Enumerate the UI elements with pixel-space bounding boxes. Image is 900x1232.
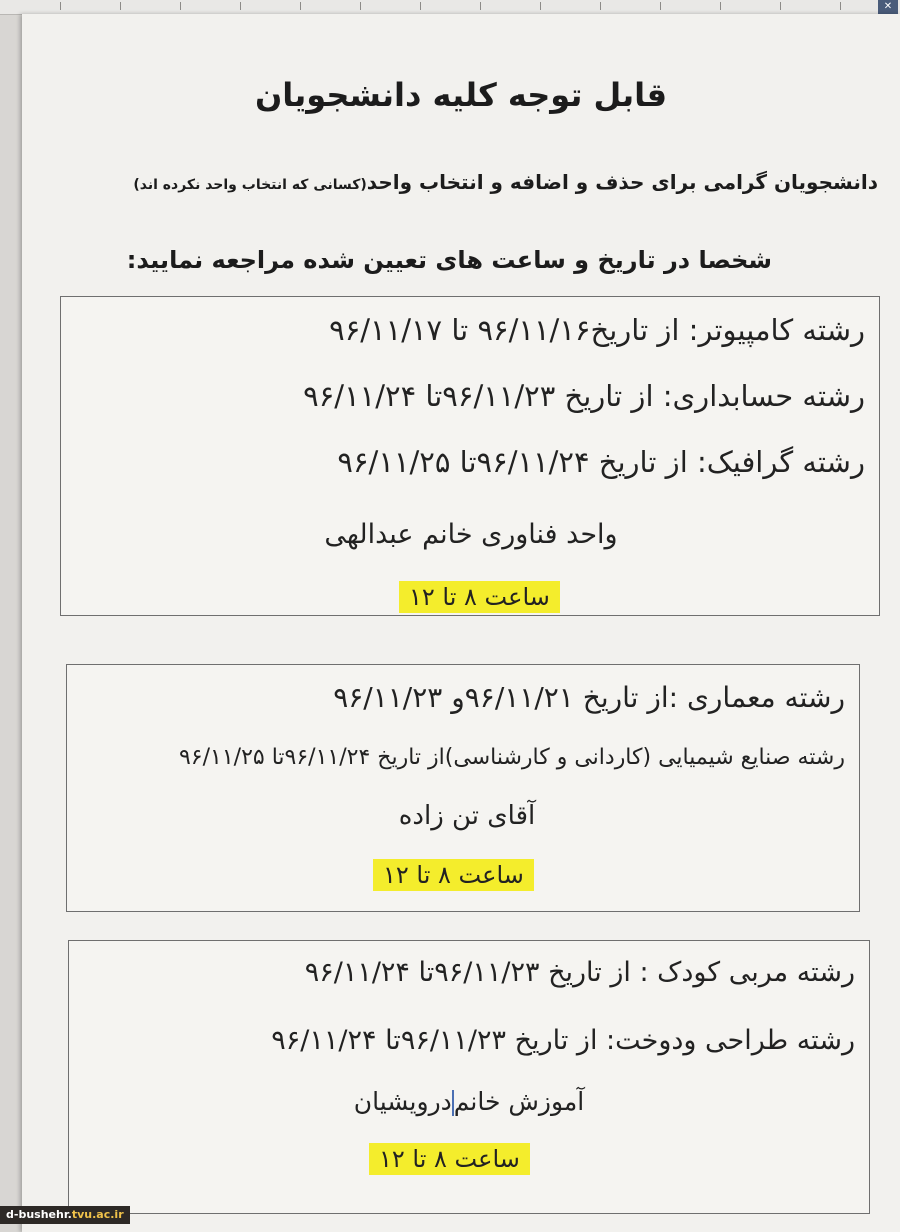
contact-person: واحد فناوری خانم عبدالهی — [324, 519, 618, 550]
contact-name: درویشیان — [353, 1087, 452, 1116]
ruler-tick — [60, 2, 61, 10]
office-hours: ساعت ۸ تا ۱۲ — [399, 581, 560, 613]
watermark-prefix: d-bushehr. — [6, 1208, 72, 1221]
page-title: قابل توجه کلیه دانشجویان — [254, 76, 668, 114]
schedule-line: رشته معماری :از تاریخ ۹۶/۱۱/۲۱و ۹۶/۱۱/۲۳ — [333, 681, 845, 714]
watermark-accent: tvu.ac.ir — [71, 1208, 124, 1221]
schedule-line: رشته حسابداری: از تاریخ ۹۶/۱۱/۲۳تا ۹۶/۱۱/۲۴ — [303, 379, 865, 413]
schedule-line: رشته مربی کودک : از تاریخ ۹۶/۱۱/۲۳تا ۹۶/۱۱/۲۴ — [304, 957, 855, 988]
office-hours: ساعت ۸ تا ۱۲ — [369, 1143, 530, 1175]
contact-title: آموزش خانم — [453, 1087, 585, 1116]
intro-line-2: شخصا در تاریخ و ساعت های تعیین شده مراجعه نمایید: — [126, 246, 772, 274]
ruler-tick — [120, 2, 121, 10]
ruler-tick — [480, 2, 481, 10]
ruler-tick — [240, 2, 241, 10]
schedule-line: رشته طراحی ودوخت: از تاریخ ۹۶/۱۱/۲۳تا ۹۶/۱۱/۲۴ — [271, 1025, 855, 1056]
schedule-line: رشته گرافیک: از تاریخ ۹۶/۱۱/۲۴تا ۹۶/۱۱/۲۵ — [337, 445, 865, 479]
ruler-tick — [720, 2, 721, 10]
ruler-tick — [180, 2, 181, 10]
site-watermark — [0, 1206, 130, 1224]
contact-person: آقای تن زاده — [398, 801, 536, 831]
office-hours: ساعت ۸ تا ۱۲ — [373, 859, 534, 891]
ruler-tick — [420, 2, 421, 10]
close-icon[interactable]: ✕ — [878, 0, 898, 14]
intro-text: دانشجویان گرامی برای حذف و اضافه و انتخاب واحد — [366, 170, 878, 194]
ruler-tick — [300, 2, 301, 10]
ruler-tick — [540, 2, 541, 10]
document-page[interactable] — [22, 14, 900, 1232]
schedule-line: رشته صنایع شیمیایی (کاردانی و کارشناسی)از تاریخ ۹۶/۱۱/۲۴تا ۹۶/۱۱/۲۵ — [178, 745, 845, 770]
ruler-tick — [360, 2, 361, 10]
ruler-tick — [660, 2, 661, 10]
schedule-box-1 — [60, 296, 880, 616]
schedule-box-3 — [68, 940, 870, 1214]
schedule-box-2 — [66, 664, 860, 912]
ruler — [0, 0, 900, 15]
intro-note: (کسانی که انتخاب واحد نکرده اند) — [133, 177, 367, 193]
ruler-tick — [600, 2, 601, 10]
intro-line-1 — [62, 170, 878, 194]
ruler-tick — [780, 2, 781, 10]
schedule-line: رشته کامپیوتر: از تاریخ۹۶/۱۱/۱۶ تا ۹۶/۱۱/۱۷ — [329, 313, 865, 347]
ruler-tick — [840, 2, 841, 10]
contact-person — [319, 1087, 619, 1116]
